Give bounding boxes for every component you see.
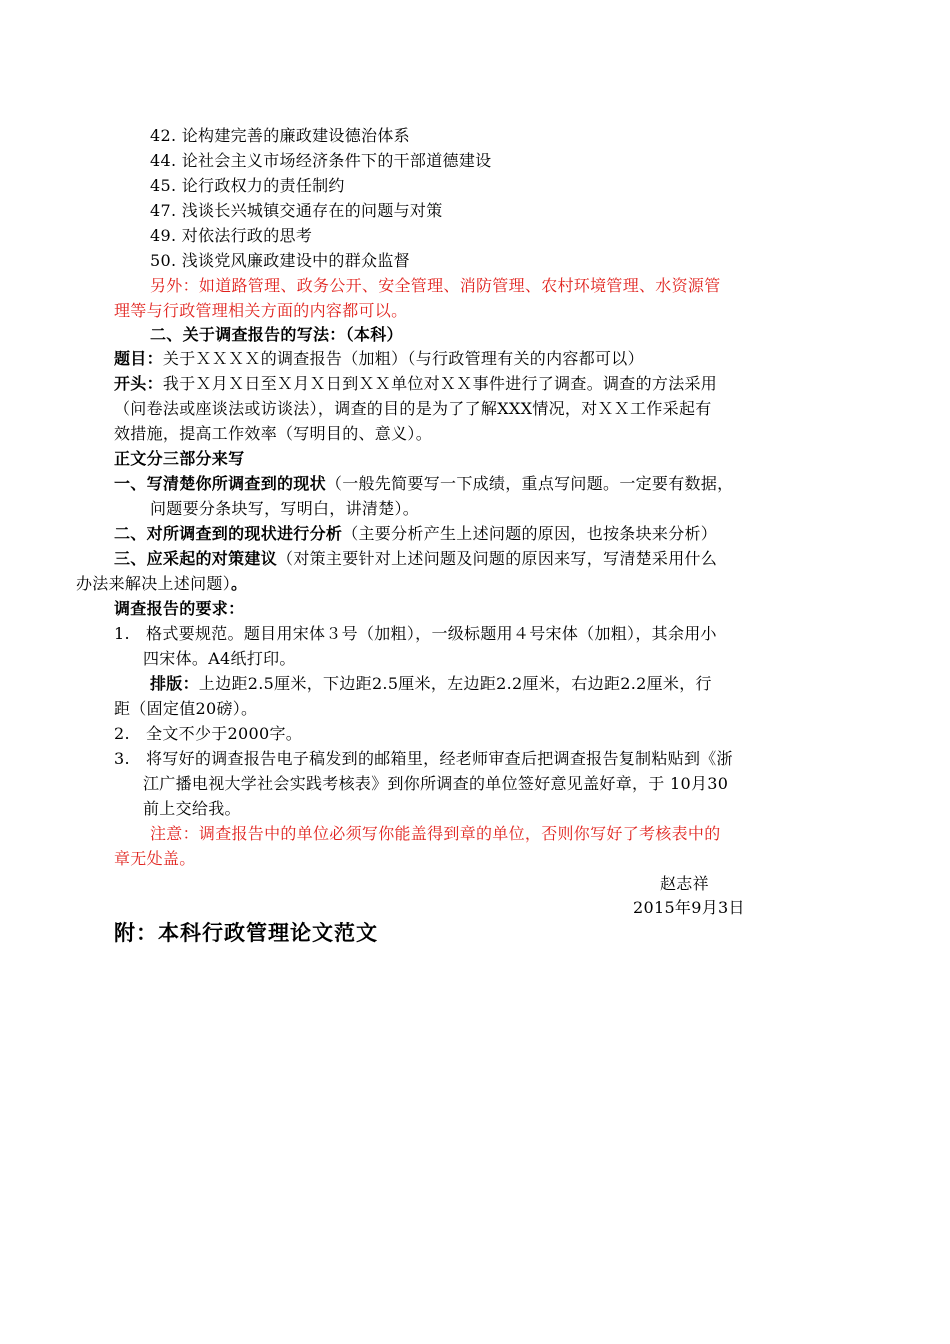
requirement-text: 全文不少于2000字。 [146,724,303,743]
requirement-text: 格式要规范。题目用宋体３号（加粗），一级标题用４号宋体（加粗），其余用小 [146,624,717,643]
opening-line: 效措施，提高工作效率（写明目的、意义）。 [114,424,433,443]
body-heading: 正文分三部分来写 [114,449,245,468]
opening-line [114,372,717,396]
layout-text: 上边距2.5厘米，下边距2.5厘米，左边距2.2厘米，右边距2.2厘米，行 [198,674,712,693]
opening-text: 我于Ｘ月Ｘ日至Ｘ月Ｘ日到ＸＸ单位对ＸＸ事件进行了调查。调查的方法采用 [162,374,718,393]
topic-item: 49. 对依法行政的思考 [150,226,313,245]
title-text: 关于ＸＸＸＸ的调查报告（加粗）（与行政管理有关的内容都可以） [162,349,644,368]
note-line: 理等与行政管理相关方面的内容都可以。 [114,301,408,320]
requirement-item [114,622,717,646]
section-heading: 二、关于调查报告的写法：（本科） [150,325,403,344]
requirement-continued: 江广播电视大学社会实践考核表》到你所调查的单位签好意见盖好章，于 10月30 [143,774,729,793]
part-one-continued: 问题要分条块写，写明白，讲清楚）。 [150,499,420,518]
part-three-heading: 三、应采起的对策建议 [114,549,278,568]
part-three-text-cont: 办法来解决上述问题） [76,574,232,593]
note-line: 另外：如道路管理、政务公开、安全管理、消防管理、农村环境管理、水资源管 [150,276,721,295]
requirements-heading: 调查报告的要求： [114,599,245,618]
signature-name: 赵志祥 [660,874,709,893]
requirement-text: 将写好的调查报告电子稿发到的邮箱里，经老师审查后把调查报告复制粘贴到《浙 [146,749,733,768]
title-label: 题目： [114,349,163,368]
requirement-continued: 四宋体。A4纸打印。 [143,649,296,668]
title-line [114,347,644,371]
topic-item: 42. 论构建完善的廉政建设德治体系 [150,126,410,145]
topic-item: 47. 浅谈长兴城镇交通存在的问题与对策 [150,201,443,220]
warning-line: 注意：调查报告中的单位必须写你能盖得到章的单位，否则你写好了考核表中的 [150,824,721,843]
part-one [114,472,733,496]
part-two [114,522,717,546]
topic-item: 44. 论社会主义市场经济条件下的干部道德建设 [150,151,492,170]
layout-label: 排版： [150,674,199,693]
opening-label: 开头： [114,374,163,393]
part-one-number: 一、 [114,474,147,493]
requirement-number: 3. [114,749,130,768]
part-one-text: （一般先简要写一下成绩，重点写问题。一定要有数据， [325,474,734,493]
requirement-number: 1. [114,624,130,643]
layout-line [150,672,712,696]
requirement-item [114,722,302,746]
warning-line: 章无处盖。 [114,849,196,868]
requirement-item [114,747,733,771]
part-three-end: 。 [231,574,248,593]
part-two-text: （主要分析产生上述问题的原因，也按条块来分析） [342,524,718,543]
layout-continued: 距（固定值20磅）。 [114,699,258,718]
part-three [114,547,717,571]
part-three-text: （对策主要针对上述问题及问题的原因来写，写清楚采用什么 [277,549,718,568]
part-one-heading: 写清楚你所调查到的现状 [146,474,326,493]
requirement-continued: 前上交给我。 [143,799,241,818]
signature-date: 2015年9月3日 [633,898,745,917]
part-three-continued [76,572,247,596]
requirement-number: 2. [114,724,130,743]
opening-line: （问卷法或座谈法或访谈法），调查的目的是为了了解XXX情况，对ＸＸ工作采起有 [114,399,712,418]
topic-item: 45. 论行政权力的责任制约 [150,176,345,195]
topic-item: 50. 浅谈党风廉政建设中的群众监督 [150,251,410,270]
part-two-heading: 二、对所调查到的现状进行分析 [114,524,343,543]
appendix-title: 附：本科行政管理论文范文 [114,920,378,945]
